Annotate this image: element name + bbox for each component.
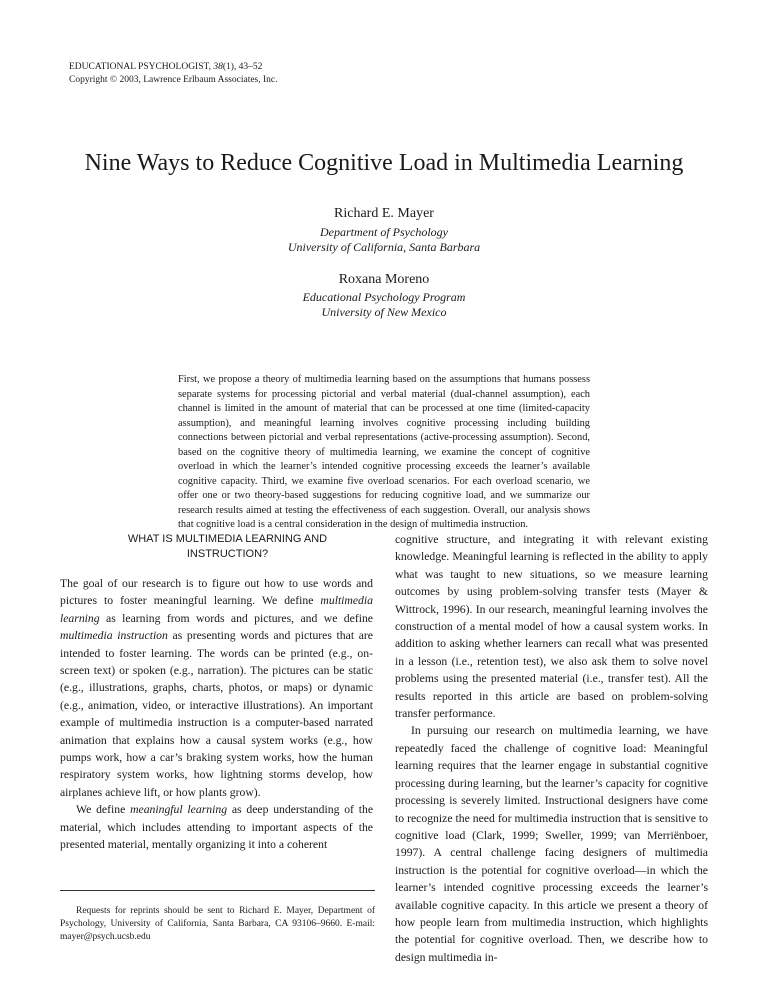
author-affiliation: University of New Mexico [321,304,447,319]
body-paragraph: In pursuing our research on multimedia learning, we have repeatedly faced the challenge of cognitive load: Meaningful learning requires that the learner engage in substantial cognitive processing during learning, but the learner’s capacity for cognitive processing is severely limited. Instructional designers have come to recognize the need for multimedia instruction that is sensitive to cognitive load (Clark, 1999; Sweller, 1999; van Merriënboer, 1997). A central challenge facing designers of multimedia instruction is the potential for cognitive overload—in which the learner’s intended cognitive processing exceeds the learner’s available cognitive capacity. In this article we present a theory of how people learn from multimedia instruction, which highlights the potential for cognitive overload. Then, we describe how to design multimedia in- [395,724,708,964]
author-name: Roxana Moreno [338,272,430,287]
footnote: Requests for reprints should be sent to Richard E. Mayer, Department of Psychology, University of California, Santa Barbara, CA 93106–9660. E-mail: mayer@psych.ucsb.edu [60,906,375,942]
body-paragraph: cognitive structure, and integrating it with relevant existing knowledge. Meaningful learning is reflected in the ability to apply what was taught to new situations, so we measure learning outcomes by using problem-solving transfer tests (Mayer & Wittrock, 1996). In our research, meaningful learning involves the construction of a mental model of how a causal system works. In addition to asking whether learners can recall what was presented in a lesson (i.e., retention test), we also ask them to solve novel problems using the presented material (i.e., transfer test). All the results reported in this article are based on problem-solving transfer performance. [395,533,708,721]
abstract: First, we propose a theory of multimedia learning based on the assumptions that humans possess separate systems for processing pictorial and verbal material (dual-channel assumption), each channel is limited in the amount of material that can be processed at one time (limited-capacity assumption), and meaningful learning involves cognitive processing including building connections between pictorial and verbal representations (active-processing assumption). Second, based on the cognitive theory of multimedia learning, we examine the concept of cognitive overload in which the learner’s intended cognitive processing exceeds the learner’s available cognitive capacity. Third, we examine five overload scenarios. For each overload scenario, we offer one or two theory-based suggestions for reducing cognitive load, and we summarize our research results aimed at testing the effectiveness of each suggestion. Overall, our analysis shows that cognitive load is a central consideration in the design of multimedia instruction. [178,374,590,530]
author-affiliation: University of California, Santa Barbara [287,239,481,254]
left-column [60,575,373,854]
copyright-line: Copyright © 2003, Lawrence Erlbaum Associates, Inc. [69,75,278,85]
footnote-divider [60,890,375,891]
journal-citation: EDUCATIONAL PSYCHOLOGIST, 38(1), 43–52 [69,62,263,72]
author-name: Richard E. Mayer [334,206,434,221]
article-title: Nine Ways to Reduce Cognitive Load in Multimedia Learning [84,150,684,176]
section-heading: WHAT IS MULTIMEDIA LEARNING AND INSTRUCTION? [127,533,328,560]
author-affiliation: Educational Psychology Program [302,290,466,304]
journal-header [69,61,278,87]
author-affiliation: Department of Psychology [320,225,448,239]
body-paragraph: The goal of our research is to figure out how to use words and pictures to foster meaningful learning. We define multimedia learning as learning from words and pictures, and we define multimedia instruction as presenting words and pictures that are intended to foster learning. The words can be printed (e.g., on-screen text) or spoken (e.g., narration). The pictures can be static (e.g., illustrations, graphs, charts, photos, or maps) or dynamic (e.g., animation, video, or interactive illustrations). An important example of multimedia instruction is a computer-based narrated animation that explains how a causal system works (e.g., how pumps work, how a car’s braking system works, how the human respiratory system works, how lightning storms develop, how airplanes achieve lift, or how plants grow). [60,577,373,799]
body-paragraph: We define meaningful learning as deep understanding of the material, which includes attending to important aspects of the presented material, mentally organizing it into a coherent [60,803,374,852]
right-column [395,531,708,966]
